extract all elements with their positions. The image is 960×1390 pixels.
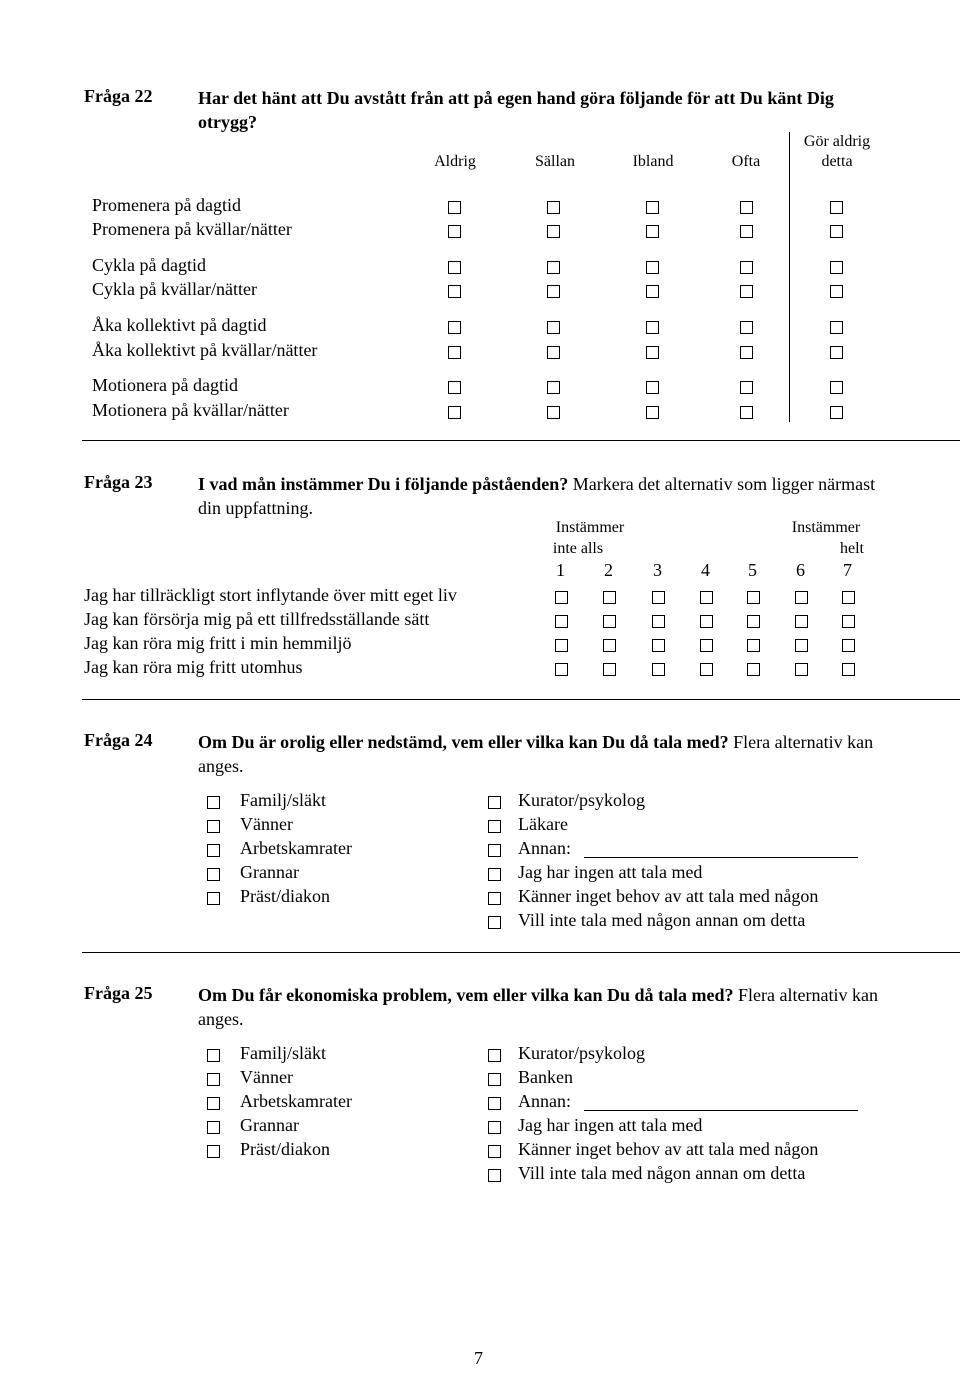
q25-checkbox-right-3[interactable] [488,1097,501,1110]
q23-scale-number: 1 [556,560,565,580]
q24-option-left: Vänner [240,814,293,834]
q22-row-label: Motionera på dagtid [92,375,238,395]
page-number: 7 [474,1348,483,1368]
q22-checkbox-row5-col5[interactable] [830,321,843,334]
q23-checkbox-row2-col5[interactable] [747,615,760,628]
q24-annan-write-line[interactable] [584,857,858,858]
q25-option-left: Präst/diakon [240,1139,330,1159]
q23-scale-number: 6 [796,560,805,580]
q22-checkbox-row8-col5[interactable] [830,406,843,419]
q22-checkbox-row3-col4[interactable] [740,261,753,274]
q23-checkbox-row3-col1[interactable] [555,639,568,652]
q24-checkbox-right-4[interactable] [488,868,501,881]
q22-column-divider [789,132,790,422]
q22-row-label: Åka kollektivt på dagtid [92,315,267,335]
divider-3 [82,952,960,953]
q24-checkbox-right-3[interactable] [488,844,501,857]
q23-question-bold: I vad mån instämmer Du i följande påståenden? [198,474,569,494]
q23-row-label: Jag har tillräckligt stort inflytande över mitt eget liv [84,585,457,605]
q25-option-right: Känner inget behov av att tala med någon [518,1139,819,1159]
q23-checkbox-row3-col5[interactable] [747,639,760,652]
q22-row-label: Motionera på kvällar/nätter [92,400,289,420]
q24-option-right: Annan: [518,838,571,858]
q25-question-bold: Om Du får ekonomiska problem, vem eller vilka kan Du då tala med? [198,985,734,1005]
q24-option-right: Kurator/psykolog [518,790,645,810]
q23-checkbox-row2-col1[interactable] [555,615,568,628]
q22-checkbox-row8-col4[interactable] [740,406,753,419]
q22-checkbox-row7-col2[interactable] [547,381,560,394]
q24-checkbox-right-1[interactable] [488,796,501,809]
q22-checkbox-row6-col4[interactable] [740,346,753,359]
q22-checkbox-row5-col4[interactable] [740,321,753,334]
q23-row-label: Jag kan försörja mig på ett tillfredsställande sätt [84,609,430,629]
q25-label: Fråga 25 [84,983,153,1003]
q25-annan-write-line[interactable] [584,1110,858,1111]
q22-col-header-aldrig: Aldrig [434,153,476,170]
q23-checkbox-row4-col1[interactable] [555,663,568,676]
q22-checkbox-row3-col5[interactable] [830,261,843,274]
q23-row-label: Jag kan röra mig fritt i min hemmiljö [84,633,352,653]
q25-checkbox-left-4[interactable] [207,1121,220,1134]
q22-checkbox-row5-col1[interactable] [448,321,461,334]
q25-question-rest: Flera alternativ kan anges. [198,985,878,1029]
q24-checkbox-right-5[interactable] [488,892,501,905]
q24-option-left: Grannar [240,862,299,882]
q24-option-right: Känner inget behov av att tala med någon [518,886,819,906]
q24-checkbox-left-2[interactable] [207,820,220,833]
q23-checkbox-row3-col2[interactable] [603,639,616,652]
q22-checkbox-row1-col1[interactable] [448,201,461,214]
q25-option-left: Grannar [240,1115,299,1135]
q23-checkbox-row4-col2[interactable] [603,663,616,676]
q22-checkbox-row4-col2[interactable] [547,285,560,298]
divider-2 [82,699,960,700]
q24-option-left: Arbetskamrater [240,838,352,858]
q23-scale-number: 5 [748,560,757,580]
q23-checkbox-row1-col2[interactable] [603,591,616,604]
q22-checkbox-row4-col1[interactable] [448,285,461,298]
q22-checkbox-row1-col2[interactable] [547,201,560,214]
q23-checkbox-row2-col6[interactable] [795,615,808,628]
q23-question [198,472,878,520]
q23-checkbox-row4-col3[interactable] [652,663,665,676]
q22-checkbox-row3-col3[interactable] [646,261,659,274]
q23-label: Fråga 23 [84,472,153,492]
q24-option-right: Läkare [518,814,568,834]
q23-scale-number: 2 [604,560,613,580]
q22-checkbox-row5-col3[interactable] [646,321,659,334]
q25-option-left: Arbetskamrater [240,1091,352,1111]
q25-option-right: Banken [518,1067,573,1087]
q22-checkbox-row6-col3[interactable] [646,346,659,359]
q23-checkbox-row2-col4[interactable] [700,615,713,628]
q22-checkbox-row1-col4[interactable] [740,201,753,214]
q23-scale-high-line2: helt [840,540,864,557]
q23-checkbox-row4-col6[interactable] [795,663,808,676]
q22-checkbox-row2-col4[interactable] [740,225,753,238]
q23-checkbox-row1-col4[interactable] [700,591,713,604]
q22-checkbox-row8-col3[interactable] [646,406,659,419]
q24-option-right: Vill inte tala med någon annan om detta [518,910,806,930]
q25-question [198,983,878,1031]
q24-checkbox-left-3[interactable] [207,844,220,857]
q22-checkbox-row6-col1[interactable] [448,346,461,359]
q23-checkbox-row3-col3[interactable] [652,639,665,652]
q22-checkbox-row5-col2[interactable] [547,321,560,334]
q22-checkbox-row7-col1[interactable] [448,381,461,394]
q22-row-label: Åka kollektivt på kvällar/nätter [92,340,318,360]
q22-col-header-ofta: Ofta [731,153,761,170]
q22-checkbox-row3-col2[interactable] [547,261,560,274]
q22-row-label: Promenera på dagtid [92,195,241,215]
q23-checkbox-row2-col3[interactable] [652,615,665,628]
q23-checkbox-row1-col5[interactable] [747,591,760,604]
q24-label: Fråga 24 [84,730,153,750]
q22-checkbox-row6-col2[interactable] [547,346,560,359]
q25-option-right: Kurator/psykolog [518,1043,645,1063]
q23-checkbox-row4-col5[interactable] [747,663,760,676]
q23-checkbox-row3-col7[interactable] [842,639,855,652]
q22-checkbox-row7-col3[interactable] [646,381,659,394]
q25-option-right: Vill inte tala med någon annan om detta [518,1163,806,1183]
q23-checkbox-row1-col6[interactable] [795,591,808,604]
q22-checkbox-row7-col4[interactable] [740,381,753,394]
q23-checkbox-row3-col6[interactable] [795,639,808,652]
q22-checkbox-row1-col5[interactable] [830,201,843,214]
q22-checkbox-row2-col5[interactable] [830,225,843,238]
q23-scale-high-line1: Instämmer [791,519,861,536]
q23-scale-low-line2: inte alls [552,540,604,557]
q23-checkbox-row2-col7[interactable] [842,615,855,628]
q22-col-header-sallan: Sällan [535,153,575,170]
q22-checkbox-row2-col1[interactable] [448,225,461,238]
q22-question: Har det hänt att Du avstått från att på egen hand göra följande för att Du känt Dig otrygg? [198,88,834,132]
q23-checkbox-row2-col2[interactable] [603,615,616,628]
q23-scale-number: 7 [843,560,852,580]
q22-checkbox-row2-col2[interactable] [547,225,560,238]
q25-checkbox-right-2[interactable] [488,1073,501,1086]
q24-checkbox-right-2[interactable] [488,820,501,833]
q25-checkbox-right-1[interactable] [488,1049,501,1062]
q24-checkbox-left-5[interactable] [207,892,220,905]
q24-checkbox-right-6[interactable] [488,916,501,929]
q25-checkbox-right-5[interactable] [488,1145,501,1158]
q25-checkbox-left-5[interactable] [207,1145,220,1158]
q22-row-label: Cykla på kvällar/nätter [92,279,257,299]
q22-checkbox-row8-col2[interactable] [547,406,560,419]
q24-option-left: Präst/diakon [240,886,330,906]
q24-question-rest: Flera alternativ kan anges. [198,732,874,776]
q25-option-right: Annan: [518,1091,571,1111]
q23-question-rest: Markera det alternativ som ligger närmast din uppfattning. [198,474,876,518]
q23-scale-low-line1: Instämmer [555,519,625,536]
q23-checkbox-row1-col7[interactable] [842,591,855,604]
q22-checkbox-row1-col3[interactable] [646,201,659,214]
q23-scale-number: 3 [653,560,662,580]
q25-checkbox-right-6[interactable] [488,1169,501,1182]
q23-checkbox-row1-col3[interactable] [652,591,665,604]
q24-checkbox-left-4[interactable] [207,868,220,881]
q22-checkbox-row4-col4[interactable] [740,285,753,298]
q23-checkbox-row3-col4[interactable] [700,639,713,652]
q22-checkbox-row8-col1[interactable] [448,406,461,419]
q25-checkbox-left-1[interactable] [207,1049,220,1062]
q22-checkbox-row2-col3[interactable] [646,225,659,238]
q23-checkbox-row4-col7[interactable] [842,663,855,676]
q25-option-left: Familj/släkt [240,1043,327,1063]
q22-label: Fråga 22 [84,86,153,106]
q23-row-label: Jag kan röra mig fritt utomhus [84,657,303,677]
q25-option-right: Jag har ingen att tala med [518,1115,703,1135]
q23-checkbox-row4-col4[interactable] [700,663,713,676]
q22-row-label: Cykla på dagtid [92,255,206,275]
q23-scale-number: 4 [701,560,710,580]
q24-option-left: Familj/släkt [240,790,327,810]
q23-checkbox-row1-col1[interactable] [555,591,568,604]
q24-question-bold: Om Du är orolig eller nedstämd, vem eller vilka kan Du då tala med? [198,732,729,752]
q22-checkbox-row4-col3[interactable] [646,285,659,298]
q24-checkbox-left-1[interactable] [207,796,220,809]
q22-checkbox-row3-col1[interactable] [448,261,461,274]
q22-row-label: Promenera på kvällar/nätter [92,219,292,239]
q24-question [198,730,878,778]
q25-checkbox-left-3[interactable] [207,1097,220,1110]
divider-1 [82,440,960,441]
q24-option-right: Jag har ingen att tala med [518,862,703,882]
q22-checkbox-row4-col5[interactable] [830,285,843,298]
q22-checkbox-row6-col5[interactable] [830,346,843,359]
q25-checkbox-left-2[interactable] [207,1073,220,1086]
q22-col-header-gor-aldrig: Gör aldrig detta [803,133,871,170]
q22-checkbox-row7-col5[interactable] [830,381,843,394]
q25-option-left: Vänner [240,1067,293,1087]
q25-checkbox-right-4[interactable] [488,1121,501,1134]
q22-col-header-ibland: Ibland [632,153,674,170]
